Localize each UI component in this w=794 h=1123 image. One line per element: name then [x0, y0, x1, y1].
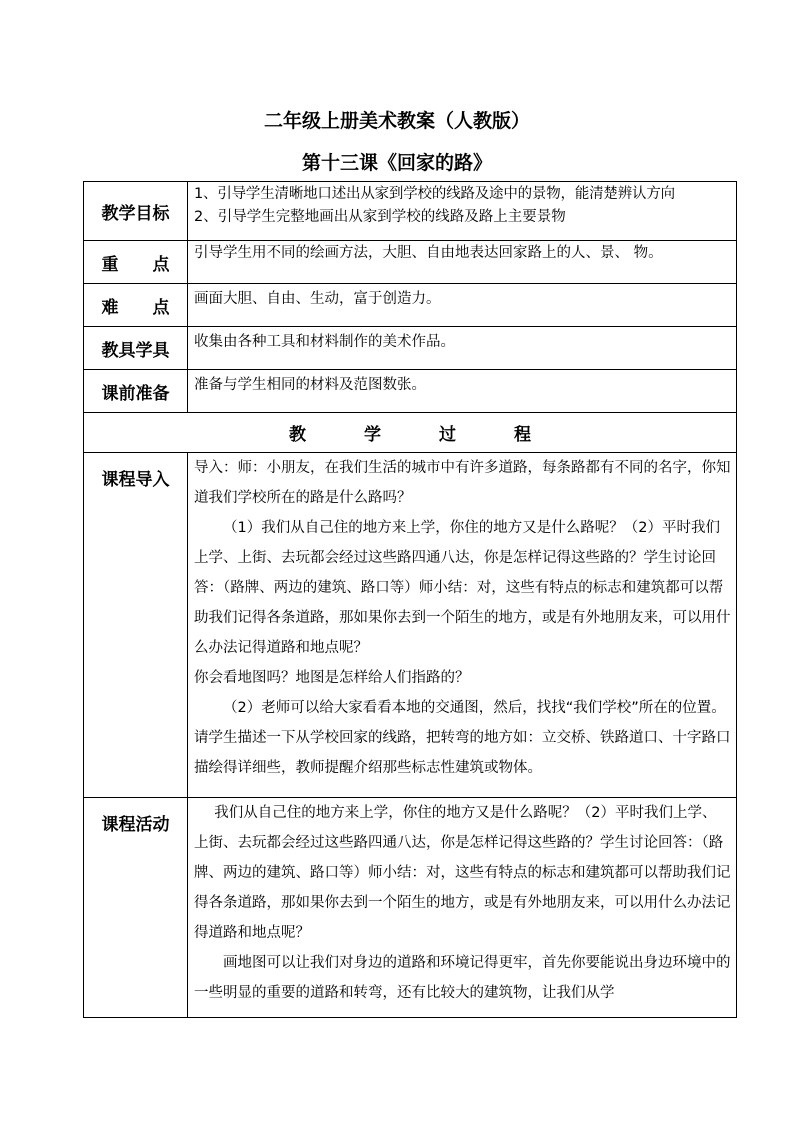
goal-line-1: 1、引导学生清晰地口述出从家到学校的线路及途中的景物，能清楚辨认方向	[194, 186, 675, 202]
activity-paragraph-1: 我们从自己住的地方来上学，你住的地方又是什么路呢？（2）平时我们上学、上街、去玩都会经过这些路四通八达，你是怎样记得这些路的？学生讨论回答：（路牌、两边的建筑、路口等）师小结：对，这些有特点的标志和建筑都可以帮助我们记得各条道路，那如果你去到一个陌生的地方，或是有外地朋友来，可以用什么办法记得道路和地点呢？	[194, 805, 731, 941]
row-activity	[84, 798, 737, 1018]
process-heading: 教学过程	[84, 413, 737, 453]
intro-paragraph-2: （1）我们从自己住的地方来上学，你住的地方又是什么路呢？（2）平时我们上学、上街、去玩都会经过这些路四通八达，你是怎样记得这些路的？学生讨论回答：（路牌、两边的建筑、路口等）师小结：对，这些有特点的标志和建筑都可以帮助我们记得各条道路，那如果你去到一个陌生的地方，或是有外地朋友来，可以用什么办法记得道路和地点呢？	[194, 520, 731, 656]
label-preparation: 课前准备	[84, 370, 188, 413]
label-teaching-goals: 教学目标	[84, 182, 188, 241]
row-tools	[84, 327, 737, 370]
goal-line-2: 2、引导学生完整地画出从家到学校的线路及路上主要景物	[194, 209, 566, 225]
intro-paragraph-1: 导入：师：小朋友，在我们生活的城市中有许多道路，每条路都有不同的名字，你知道我们学校所在的路是什么路吗？	[194, 460, 731, 506]
row-process-heading	[84, 413, 737, 453]
content-intro	[188, 453, 737, 798]
content-teaching-goals	[188, 182, 737, 241]
content-preparation: 准备与学生相同的材料及范图数张。	[188, 370, 737, 413]
activity-paragraph-2: 画地图可以让我们对身边的道路和环境记得更牢，首先你要能说出身边环境中的一些明显的重要的道路和转弯，还有比较大的建筑物，让我们从学	[194, 955, 731, 1001]
content-tools: 收集由各种工具和材料制作的美术作品。	[188, 327, 737, 370]
lesson-plan-table	[83, 181, 737, 1018]
document-title: 二年级上册美术教案（人教版）	[263, 110, 530, 132]
intro-paragraph-4: （2）老师可以给大家看看本地的交通图，然后，找找“我们学校”所在的位置。请学生描述一下从学校回家的线路，把转弯的地方如：立交桥、铁路道口、十字路口描绘得详细些，教师提醒介绍那些标志性建筑或物体。	[194, 700, 731, 776]
intro-paragraph-3: 你会看地图吗？地图是怎样给人们指路的？	[194, 670, 470, 686]
row-teaching-goals	[84, 182, 737, 241]
row-difficulty	[84, 284, 737, 327]
row-intro	[84, 453, 737, 798]
label-activity: 课程活动	[84, 798, 188, 1018]
row-preparation	[84, 370, 737, 413]
lesson-title: 第十三课《回家的路》	[301, 152, 492, 174]
content-activity	[188, 798, 737, 1018]
row-key-point	[84, 241, 737, 284]
label-difficulty: 难 点	[84, 284, 188, 327]
label-key-point: 重 点	[84, 241, 188, 284]
label-tools: 教具学具	[84, 327, 188, 370]
content-key-point: 引导学生用不同的绘画方法，大胆、自由地表达回家路上的人、景、 物。	[188, 241, 737, 284]
label-intro: 课程导入	[84, 453, 188, 798]
content-difficulty: 画面大胆、自由、生动，富于创造力。	[188, 284, 737, 327]
